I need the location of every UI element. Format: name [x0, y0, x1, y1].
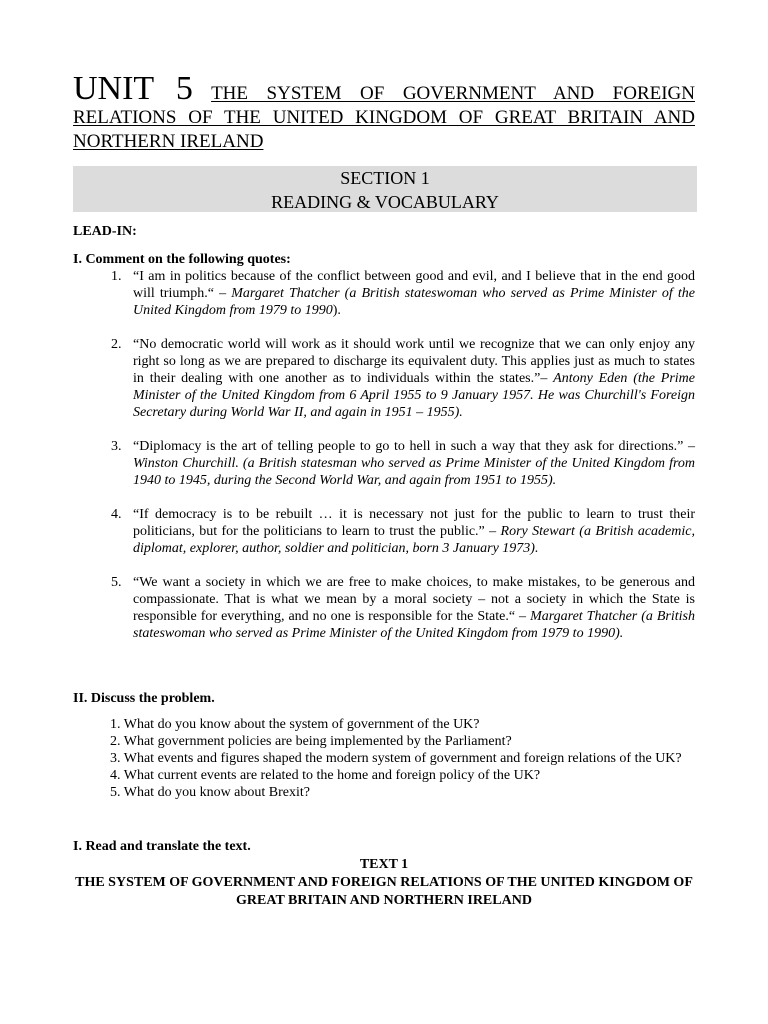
lead-in-label: LEAD-IN:	[73, 224, 137, 239]
quote-number: 3.	[111, 439, 122, 454]
text1-title: THE SYSTEM OF GOVERNMENT AND FOREIGN RELATIONS OF THE UNITED KINGDOM OF GREAT BRITAIN AND NORTHERN IRELAND	[75, 875, 693, 908]
quote-attribution: Margaret Thatcher (a British stateswoman who served as Prime Minister of the United Kingdom from 1979 to 1990	[133, 286, 695, 318]
text1-label: TEXT 1	[359, 857, 409, 872]
quote-item	[73, 438, 695, 489]
quote-item	[73, 336, 695, 421]
unit-heading	[73, 70, 695, 154]
quote-item	[73, 506, 695, 557]
section-banner	[73, 166, 697, 212]
quote-attribution: Rory Stewart (a British academic, diplomat, explorer, author, soldier and politician, born 3 January 1973).	[133, 524, 695, 556]
unit-label: UNIT 5	[73, 70, 193, 107]
text1-heading	[73, 856, 695, 910]
question-item: 3. What events and figures shaped the modern system of government and foreign relations of the UK?	[110, 751, 682, 766]
question-item: 4. What current events are related to the home and foreign policy of the UK?	[110, 768, 541, 783]
quote-text: “Diplomacy is the art of telling people to go to hell in such a way that they ask for directions.” –	[133, 439, 695, 454]
question-item: 1. What do you know about the system of government of the UK?	[110, 717, 480, 732]
quote-number: 2.	[111, 337, 122, 352]
quote-item	[73, 268, 695, 319]
quote-number: 4.	[111, 507, 122, 522]
section-name: READING & VOCABULARY	[271, 192, 499, 212]
quote-attribution: Margaret Thatcher (a British stateswoman who served as Prime Minister of the United Kingdom from 1979 to 1990).	[133, 609, 695, 641]
quote-text: “We want a society in which we are free to make choices, to make mistakes, to be generous and compassionate. That is what we mean by a moral society – not a society in which the State is responsible for everything, and no one is responsible for the State.“ –	[133, 575, 695, 624]
part2-heading: II. Discuss the problem.	[73, 691, 215, 706]
unit-title: THE SYSTEM OF GOVERNMENT AND FOREIGN RELATIONS OF THE UNITED KINGDOM OF GREAT BRITAIN AND NORTHERN IRELAND	[73, 83, 695, 152]
quote-text: “No democratic world will work as it should work until we recognize that we can only enjoy any right so long as we are prepared to discharge its equivalent duty. This applies just as much to states in their dealing with one another as to individuals within the states.”–	[133, 337, 695, 386]
part1-heading: I. Comment on the following quotes:	[73, 252, 291, 267]
quote-number: 5.	[111, 575, 122, 590]
section-number: SECTION 1	[340, 168, 430, 188]
quote-number: 1.	[111, 269, 122, 284]
question-item: 2. What government policies are being implemented by the Parliament?	[110, 734, 512, 749]
discussion-questions	[110, 716, 696, 801]
quote-item	[73, 574, 695, 642]
quote-attribution: Winston Churchill. (a British statesman who served as Prime Minister of the United Kingdom from 1940 to 1945, during the Second World War, and again from 1951 to 1955).	[133, 456, 695, 488]
quote-attribution: Antony Eden (the Prime Minister of the United Kingdom from 6 April 1955 to 9 January 1957. He was Churchill's Foreign Secretary during World War II, and again in 1951 – 1955).	[133, 371, 695, 420]
quotes-list	[73, 268, 695, 659]
part3-heading: I. Read and translate the text.	[73, 839, 251, 854]
quote-text: “If democracy is to be rebuilt … it is necessary not just for the public to learn to trust their politicians, but for the politicians to learn to trust the public.” –	[133, 507, 695, 539]
question-item: 5. What do you know about Brexit?	[110, 785, 310, 800]
quote-text: “I am in politics because of the conflict between good and evil, and I believe that in the end good will triumph.“ –	[133, 269, 695, 301]
quote-tail: ).	[332, 303, 341, 318]
